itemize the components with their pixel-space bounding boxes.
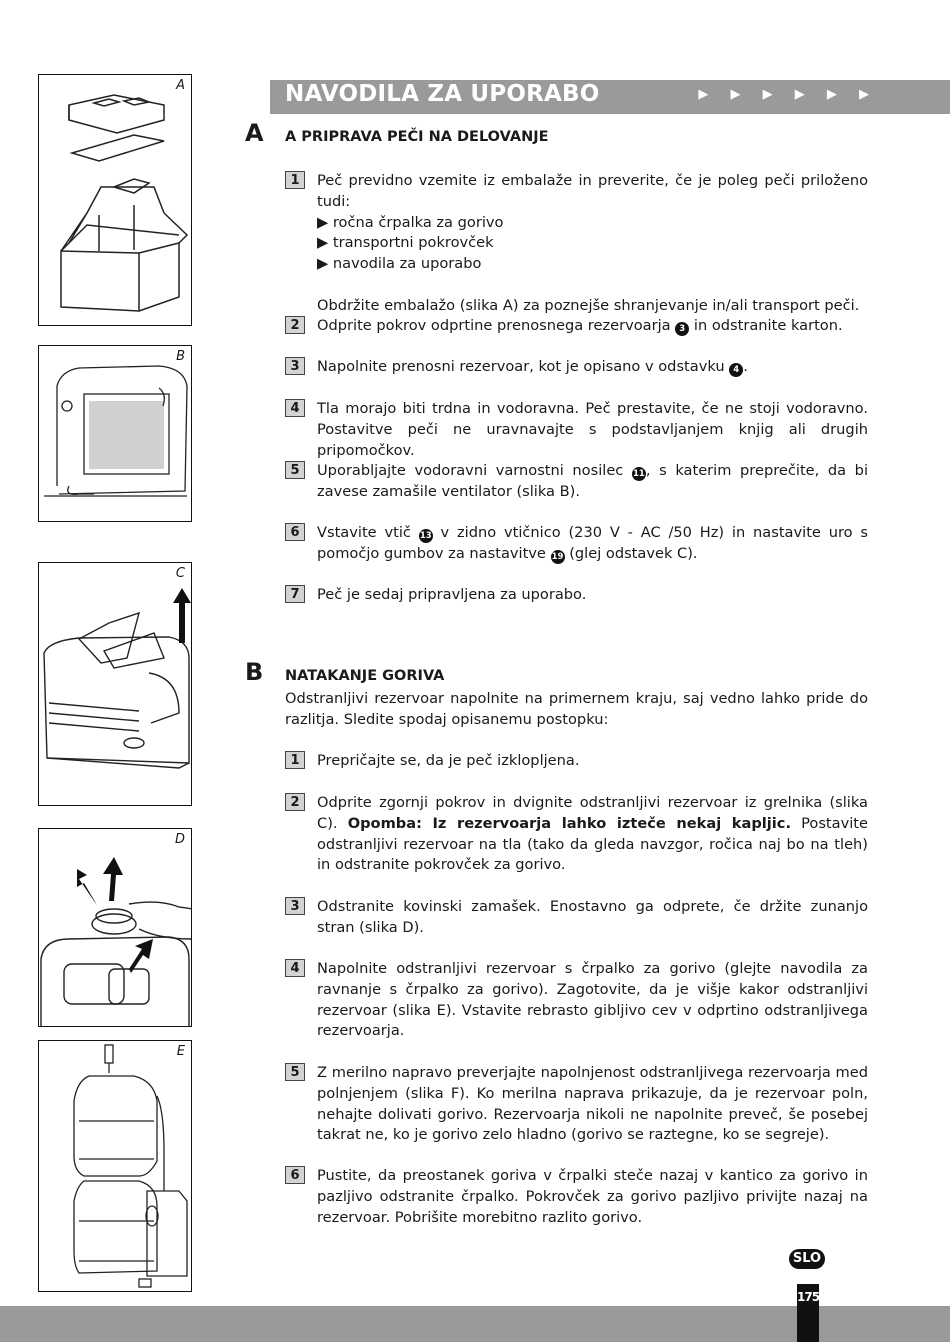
step-text: Tla morajo biti trdna in vodoravna. Peč prestavite, če ne stoji vodoravno. Postavitve peči ne uravnavajte s podstavljanjem knjig ali drugih pripomočkov. [317, 400, 868, 459]
reference-number-badge: 11 [633, 469, 645, 479]
figure-c-label: C [175, 566, 185, 581]
step-text: Peč previdno vzemite iz embalaže in preverite, če je poleg peči priloženo tudi: [317, 172, 868, 210]
step-number: 6 [285, 523, 305, 541]
list-item: ▶ ročna črpalka za gorivo [317, 213, 504, 231]
page-number: 175 [797, 1290, 820, 1304]
section-b-title: NATAKANJE GORIVA [285, 668, 445, 684]
step-number: 1 [285, 171, 305, 189]
section-a-step-7 [285, 585, 868, 606]
bullet-arrow-icon: ▶ [317, 234, 333, 252]
figure-e [38, 1040, 192, 1292]
section-a-step-4 [285, 399, 868, 461]
figure-b-label: B [176, 349, 185, 364]
reference-number-badge: 4 [729, 363, 743, 377]
step-number: 4 [285, 959, 305, 977]
tank-removal-illustration [39, 563, 192, 806]
step-text: Odprite pokrov odprtine prenosnega rezervoarja 3 in odstranite karton. [317, 317, 843, 334]
step-text: Napolnite prenosni rezervoar, kot je opisano v odstavku 4 . [317, 358, 748, 375]
section-b-step-6 [285, 1166, 868, 1228]
reference-number-badge: 13 [419, 531, 432, 541]
refuel-pump-illustration [39, 1041, 192, 1292]
step-text: Pustite, da preostanek goriva v črpalki steče nazaj v kantico za gorivo in pazljivo odstranite črpalko. Pokrovček za gorivo pazljivo privijte nazaj na rezervoar. Pobrišite morebitno razlito gorivo. [317, 1167, 868, 1226]
section-b-step-1 [285, 751, 868, 772]
section-a-step-3 [285, 357, 868, 378]
list-item: ▶ transportni pokrovček [317, 234, 494, 252]
step-number: 7 [285, 585, 305, 603]
packaging-box-illustration [39, 75, 192, 326]
figure-d [38, 828, 192, 1027]
step-number: 3 [285, 357, 305, 375]
step-text: Peč je sedaj pripravljena za uporabo. [317, 586, 587, 603]
step-text: Odprite zgornji pokrov in dvignite odstranljivi rezervoar iz grelnika (slika C). Opomba: Iz rezervoarja lahko izteče nekaj kapljic. Postavite odstranljivi rezervoar na tla (tako da gleda navzgor, ročica naj bo na tleh) in odstranite pokrovček za gorivo. [317, 794, 868, 874]
section-a-step-1 [285, 171, 868, 317]
section-b-step-4 [285, 959, 868, 1042]
section-b-step-5 [285, 1063, 868, 1146]
step-text: Odstranite kovinski zamašek. Enostavno ga odprete, če držite zunanjo stran (slika D). [317, 898, 868, 936]
section-b-letter: B [245, 658, 264, 686]
section-a-title: A PRIPRAVA PEČI NA DELOVANJE [285, 129, 549, 145]
figure-e-label: E [176, 1044, 185, 1059]
step-text: Z merilno napravo preverjajte napolnjenost odstranljivega rezervoarja med polnjenjem (slika F). Ko merilna naprava prikazuje, da je rezervoar poln, nehajte dolivati gorivo. Rezervoarja nikoli ne napolnite preveč, še posebej takrat ne, ko je gorivo zelo hladno (gorivo se raztegne, ko se segreje). [317, 1064, 868, 1144]
reference-number-badge: 19 [551, 551, 564, 562]
step-warning: Opomba: Iz rezervoarja lahko izteče nekaj kapljic. [347, 814, 791, 832]
step-text: Prepričajte se, da je peč izklopljena. [317, 752, 580, 769]
header-arrows-icon: ▶ ▶ ▶ ▶ ▶ ▶ [698, 87, 878, 102]
step-number: 2 [285, 316, 305, 334]
heater-rear-view-illustration [39, 346, 192, 522]
step-number: 2 [285, 793, 305, 811]
section-a-step-2 [285, 316, 868, 337]
list-item: ▶ navodila za uporabo [317, 255, 482, 273]
section-b-step-2 [285, 793, 868, 876]
figure-b [38, 345, 192, 522]
step-note: Obdržite embalažo (slika A) za poznejše shranjevanje in/ali transport peči. [317, 296, 860, 314]
bullet-arrow-icon: ▶ [317, 213, 333, 231]
section-a-letter: A [245, 119, 264, 147]
reference-number-badge: 3 [675, 322, 689, 336]
section-a-step-6 [285, 523, 868, 565]
step-number: 3 [285, 897, 305, 915]
step-number: 1 [285, 751, 305, 769]
step-text: Napolnite odstranljivi rezervoar s črpalko za gorivo (glejte navodila za ravnanje s črpalko za gorivo). Zagotovite, da je višje kakor odstranljivi rezervoar (slika E). Vstavite rebrasto gibljivo cev v odprtino odstranljivega rezervoarja. [317, 960, 868, 1040]
header-banner [270, 80, 950, 114]
step-text: Vstavite vtič 13 v zidno vtičnico (230 V - AC /50 Hz) in nastavite uro s pomočjo gumbov za nastavitve 19 (glej odstavek C). [317, 524, 868, 562]
figure-a [38, 74, 192, 326]
language-badge: SLO [789, 1249, 825, 1269]
section-b-step-3 [285, 897, 868, 939]
step-number: 4 [285, 399, 305, 417]
section-a-step-5 [285, 461, 868, 503]
step-text: Uporabljajte vodoravni varnostni nosilec 11, s katerim preprečite, da bi zavese zamašile ventilator (slika B). [317, 462, 869, 500]
step-number: 5 [285, 1063, 305, 1081]
step-number: 5 [285, 461, 305, 479]
cap-removal-illustration [39, 829, 192, 1027]
figure-a-label: A [176, 78, 185, 93]
figure-c [38, 562, 192, 806]
page-title: NAVODILA ZA UPORABO [285, 81, 600, 107]
figure-d-label: D [174, 832, 185, 847]
bullet-arrow-icon: ▶ [317, 255, 333, 273]
step-number: 6 [285, 1166, 305, 1184]
section-b-intro: Odstranljivi rezervoar napolnite na primernem kraju, saj vedno lahko pride do razlitja. Sledite spodaj opisanemu postopku: [285, 690, 868, 728]
